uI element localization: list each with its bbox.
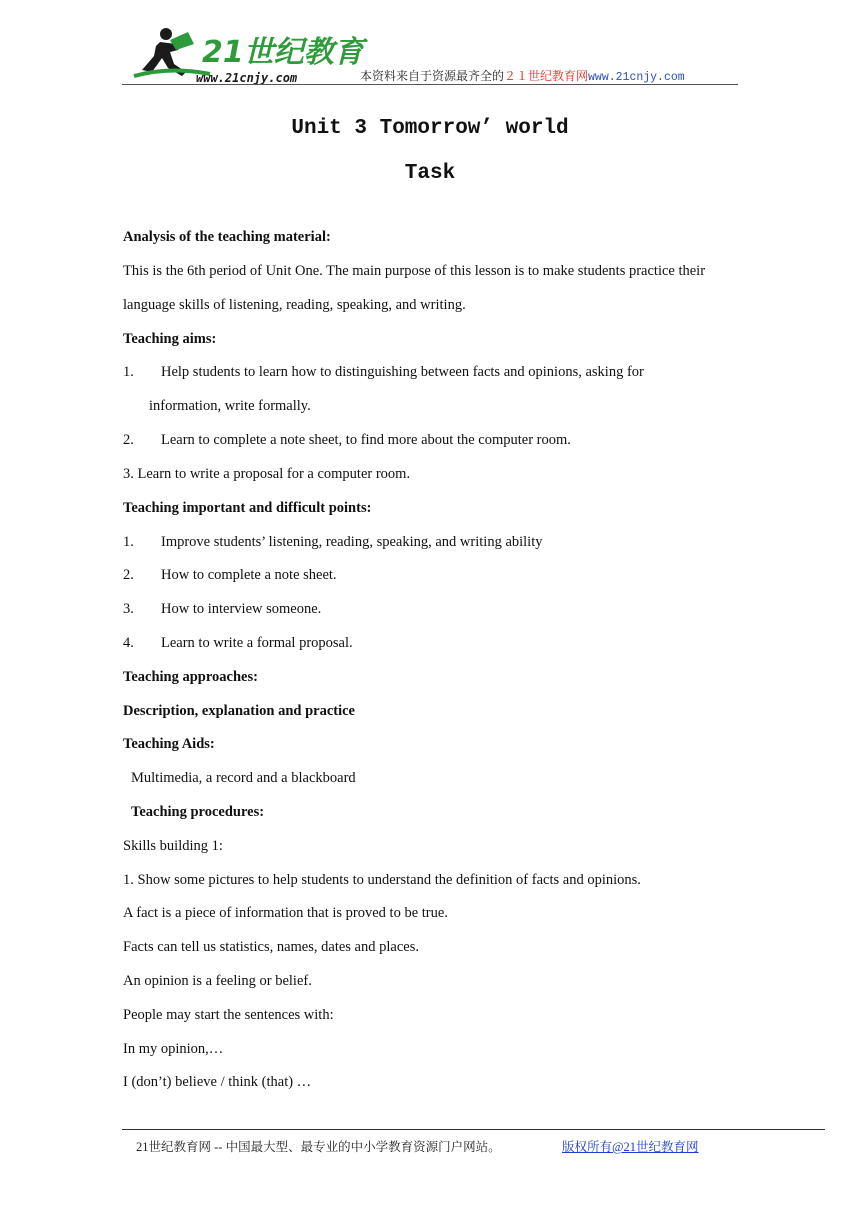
footer-divider [122, 1129, 825, 1130]
list-text: How to interview someone. [161, 601, 322, 617]
runner-icon [134, 28, 210, 76]
list-text: Improve students’ listening, reading, speaking, and writing ability [161, 534, 543, 550]
point-item [123, 566, 337, 584]
list-text: How to complete a note sheet. [161, 567, 337, 583]
skills-line: Facts can tell us statistics, names, dates and places. [123, 939, 419, 955]
point-item [123, 600, 321, 618]
list-text: Learn to complete a note sheet, to find more about the computer room. [161, 432, 571, 448]
points-heading: Teaching important and difficult points: [123, 500, 372, 516]
skills-line: People may start the sentences with: [123, 1007, 334, 1023]
skills-line: An opinion is a feeling or belief. [123, 973, 312, 989]
skills-line: A fact is a piece of information that is proved to be true. [123, 905, 448, 921]
analysis-heading: Analysis of the teaching material: [123, 229, 331, 245]
header-note-site: ２１世纪教育网 [504, 69, 589, 83]
list-number: 2. [123, 567, 134, 583]
aim-item [123, 363, 644, 381]
list-text: Learn to write a formal proposal. [161, 635, 353, 651]
skills-heading: Skills building 1: [123, 838, 223, 854]
analysis-paragraph-line-2: language skills of listening, reading, speaking, and writing. [123, 297, 466, 313]
document-subtitle: Task [404, 162, 456, 185]
analysis-paragraph-line-1: This is the 6th period of Unit One. The main purpose of this lesson is to make students practice their [123, 263, 706, 279]
list-number: 3. [123, 601, 134, 617]
approaches-text: Description, explanation and practice [123, 703, 355, 719]
document-title: Unit 3 Tomorrow’ world [291, 117, 569, 140]
skills-line: 1. Show some pictures to help students to understand the definition of facts and opinions. [123, 872, 641, 888]
svg-text:21世纪教育: 21世纪教育 [202, 35, 364, 70]
list-text: Help students to learn how to distinguishing between facts and opinions, asking for [161, 364, 644, 380]
aim-item-continuation: information, write formally. [149, 398, 311, 414]
header-divider [122, 84, 738, 85]
footer-site-description: 21世纪教育网 -- 中国最大型、最专业的中小学教育资源门户网站。 [136, 1140, 501, 1154]
point-item [123, 634, 353, 652]
aids-text: Multimedia, a record and a blackboard [131, 770, 356, 786]
header-note-url[interactable]: www.21cnjy.com [588, 71, 685, 84]
skills-line: In my opinion,… [123, 1041, 224, 1057]
header-source-note [360, 67, 685, 84]
aim-item: 3. Learn to write a proposal for a computer room. [123, 466, 411, 482]
list-number: 4. [123, 635, 134, 651]
aims-heading: Teaching aims: [123, 331, 217, 347]
21cnjy-logo [130, 22, 364, 86]
point-item [123, 533, 543, 551]
list-number: 1. [123, 364, 134, 380]
skills-line: I (don’t) believe / think (that) … [123, 1074, 312, 1090]
approaches-heading: Teaching approaches: [123, 669, 258, 685]
svg-text:www.21cnjy.com: www.21cnjy.com [196, 71, 298, 85]
header-note-prefix: 本资料来自于资源最齐全的 [360, 69, 505, 83]
procedures-heading: Teaching procedures: [131, 804, 265, 820]
list-number: 1. [123, 534, 134, 550]
footer-copyright-link[interactable]: 版权所有@21世纪教育网 [562, 1140, 699, 1154]
page-header [122, 20, 738, 86]
aids-heading: Teaching Aids: [123, 736, 215, 752]
list-number: 2. [123, 432, 134, 448]
aim-item [123, 431, 571, 449]
